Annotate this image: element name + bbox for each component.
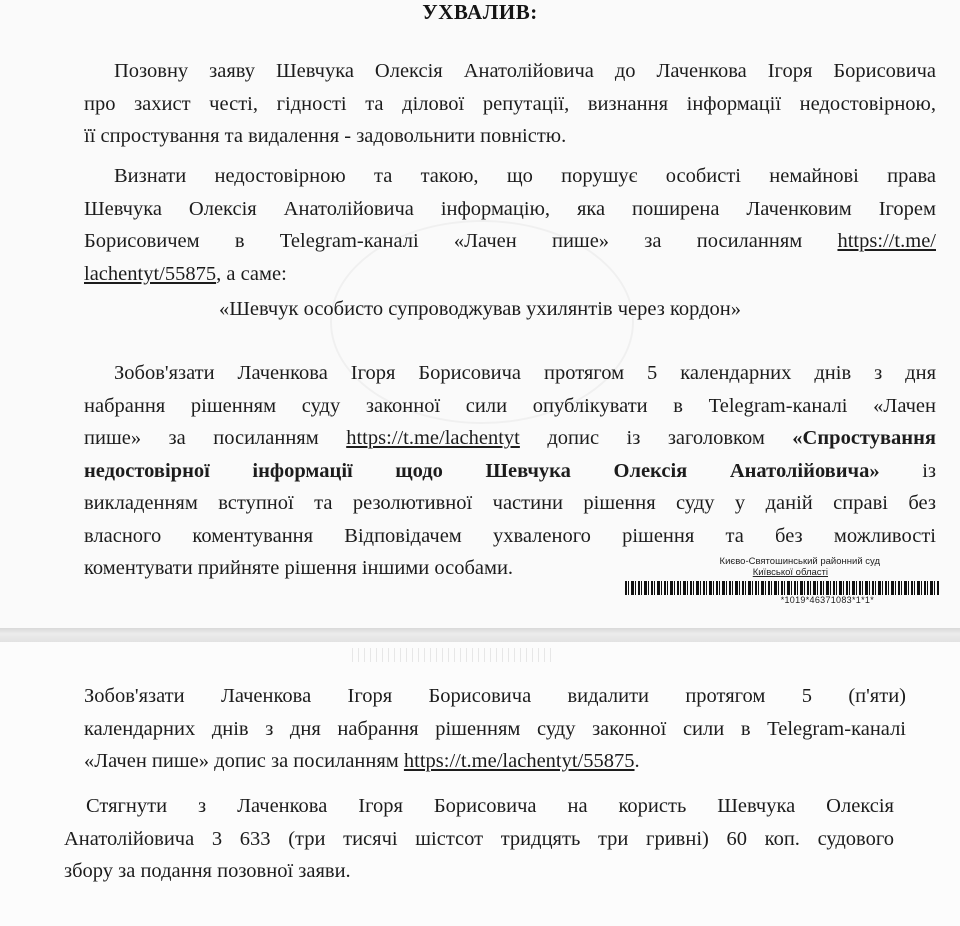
paragraph-oblige-delete [84, 680, 906, 778]
page-separator [0, 628, 960, 642]
text-line [84, 225, 936, 258]
text-fragment: Борисовичем в Telegram-каналі «Лачен пише» за посиланням [84, 230, 803, 252]
bold-title-part1: «Спростування [792, 427, 936, 449]
text-line: набрання рішенням суду законної сили опублікувати в Telegram-каналі «Лачен [84, 394, 936, 417]
paragraph-claim-satisfied [84, 55, 936, 153]
text-line [84, 258, 936, 291]
text-line: про захист честі, гідності та ділової репутації, визнання інформації недостовірною, [84, 92, 936, 115]
scan-artifact [352, 648, 552, 662]
text-line: Шевчука Олексія Анатолійовича інформацію, яка поширена Лаченковим Ігорем [84, 197, 936, 220]
text-line [84, 422, 936, 455]
quoted-statement: «Шевчук особисто супроводжував ухилянтів через кордон» [219, 298, 741, 320]
stamp-barcode-number: *1019*46371083*1*1* [780, 595, 874, 605]
text-line: Зобов'язати Лаченкова Ігоря Борисовича протягом 5 календарних днів з дня [114, 362, 936, 384]
telegram-channel-link[interactable]: https://t.me/lachentyt [346, 427, 520, 449]
stamp-region: Київської області [752, 567, 828, 578]
text-line: власного коментування Відповідачем ухваленого рішення та без можливості [84, 524, 936, 547]
bold-title-part2: недостовірної інформації щодо Шевчука Олексія Анатолійовича» [84, 459, 880, 482]
text-line: збору за подання позовної заяви. [64, 860, 351, 882]
text-line: коментувати прийняте рішення іншими особами. [84, 557, 514, 579]
text-fragment: із [922, 459, 937, 482]
telegram-link-part2[interactable]: lachentyt/55875 [84, 262, 217, 285]
court-barcode-stamp [625, 556, 940, 605]
text-line [84, 455, 936, 488]
telegram-post-link[interactable]: https://t.me/lachentyt/55875 [403, 750, 635, 772]
text-line: Позовну заяву Шевчука Олексія Анатолійовича до Лаченкова Ігоря Борисовича [114, 60, 936, 82]
text-fragment: пише» за посиланням [84, 427, 319, 449]
decision-heading: УХВАЛИВ: [422, 0, 538, 24]
text-line: викладенням вступної та резолютивної частини рішення суду у даній справі без [84, 492, 936, 514]
text-line: Зобов'язати Лаченкова Ігоря Борисовича видалити протягом 5 (п'яти) [84, 685, 906, 707]
text-line: її спростування та видалення - задовольнити повністю. [84, 125, 567, 147]
text-fragment: «Лачен пише» допис за посиланням [84, 750, 399, 772]
text-line [84, 745, 906, 778]
telegram-link-part1[interactable]: https://t.me/ [837, 230, 936, 252]
paragraph-declare-false [84, 160, 936, 290]
stamp-court-name: Києво-Святошинський районний суд [719, 556, 880, 567]
document-page-bottom [0, 642, 960, 926]
text-line: календарних днів з дня набрання рішенням суду законної сили в Telegram-каналі [84, 717, 906, 740]
text-line: Визнати недостовірною та такою, що порушує особисті немайнові права [114, 165, 936, 187]
text-fragment: , а саме: [216, 262, 287, 285]
paragraph-oblige-publish [84, 357, 936, 585]
text-fragment: допис із заголовком [547, 427, 765, 449]
text-fragment: . [634, 750, 640, 772]
text-line: Стягнути з Лаченкова Ігоря Борисовича на користь Шевчука Олексія [86, 795, 894, 817]
paragraph-court-fee [64, 790, 894, 888]
barcode-icon [625, 581, 940, 595]
text-line: Анатолійовича 3 633 (три тисячі шістсот тридцять три гривні) 60 коп. судового [64, 827, 894, 850]
